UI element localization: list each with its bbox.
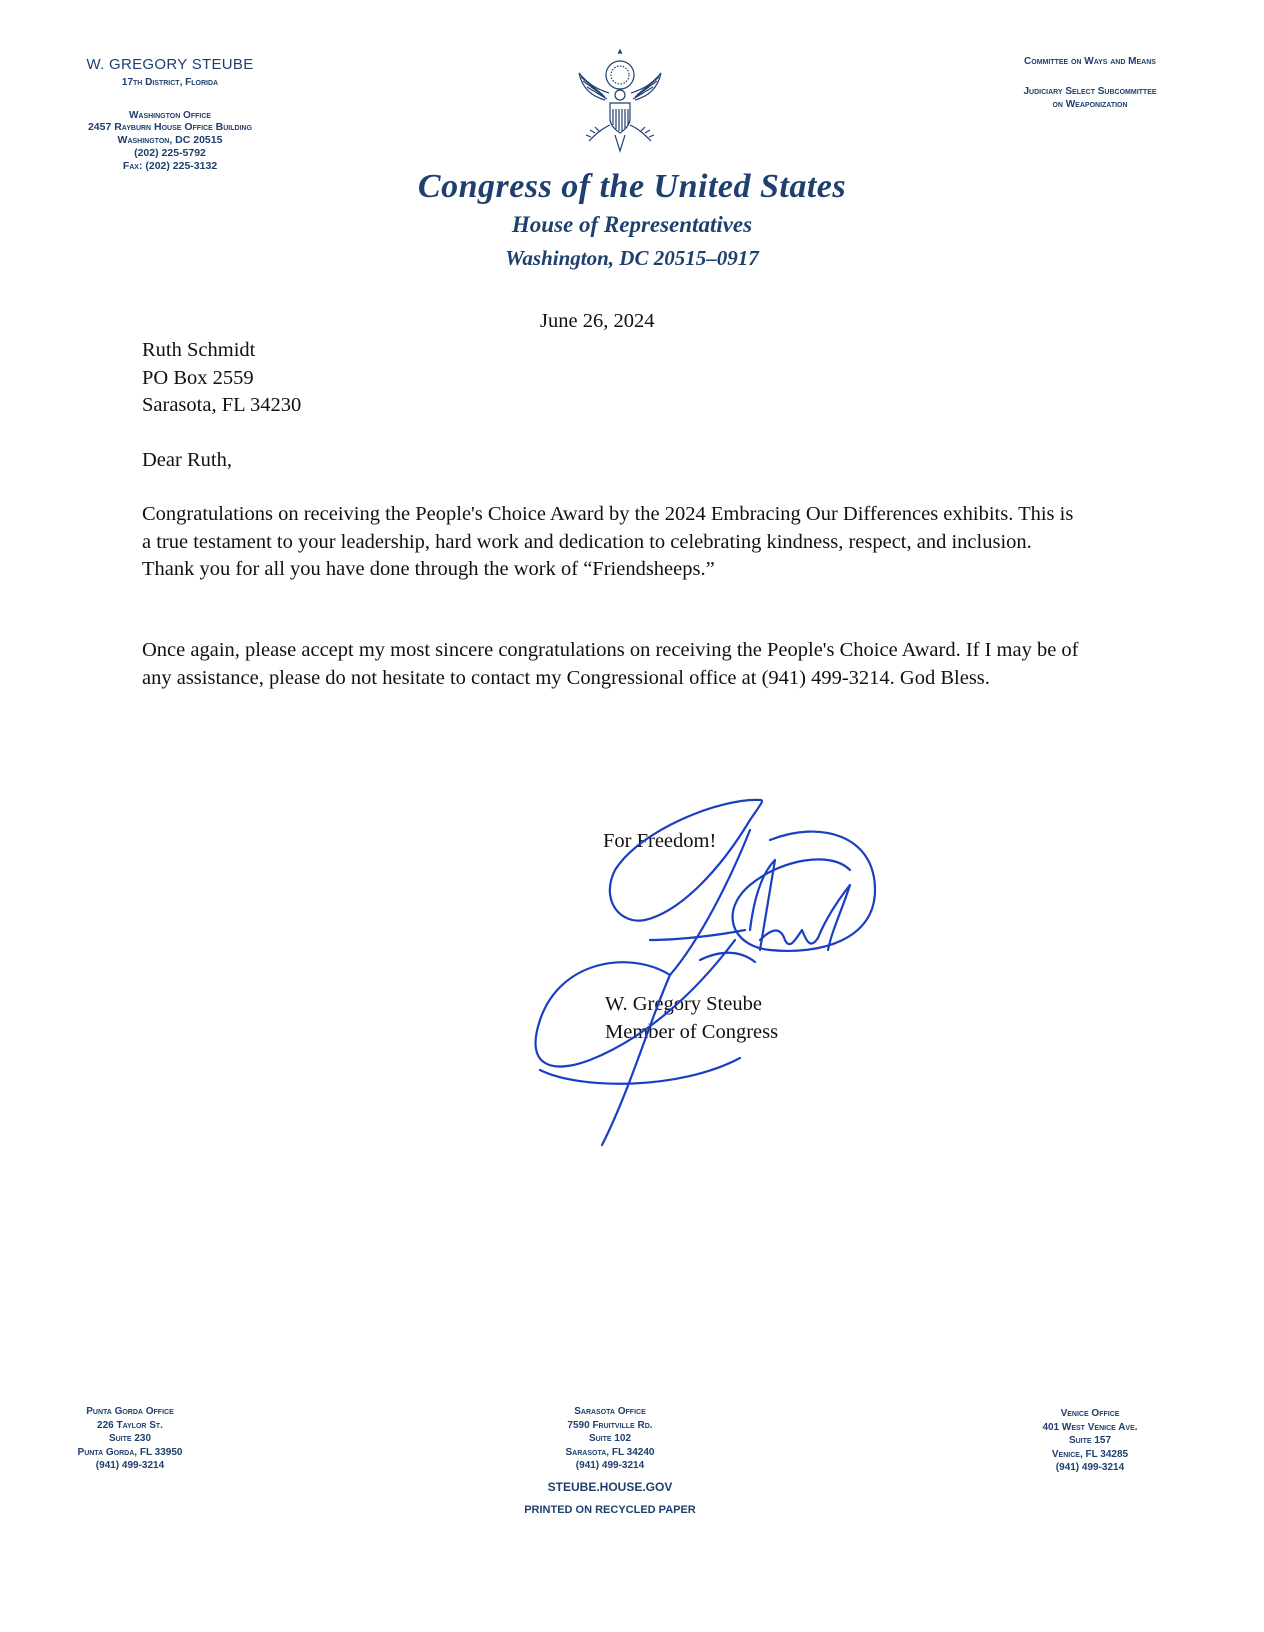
signer-name: W. Gregory Steube bbox=[605, 993, 762, 1015]
website-link[interactable]: STEUBE.HOUSE.GOV bbox=[547, 1479, 673, 1494]
washington-office-fax: Fax: (202) 225-3132 bbox=[122, 160, 218, 172]
subcommittee-name-line1: Judiciary Select Subcommittee bbox=[1023, 86, 1157, 97]
washington-office-phone: (202) 225-5792 bbox=[134, 147, 206, 159]
member-name: W. GREGORY STEUBE bbox=[86, 56, 254, 73]
punta-gorda-address1: 226 Taylor St. bbox=[97, 1419, 163, 1431]
masthead-subtitle: House of Representatives bbox=[511, 212, 753, 237]
recipient-address-line2: Sarasota, FL 34230 bbox=[142, 394, 302, 416]
signer-title: Member of Congress bbox=[605, 1020, 779, 1043]
venice-address2: Suite 157 bbox=[1068, 1435, 1112, 1446]
washington-office-address1: 2457 Rayburn House Office Building bbox=[87, 121, 253, 133]
masthead bbox=[300, 168, 964, 271]
venice-address1: 401 West Venice Ave. bbox=[1042, 1421, 1138, 1433]
washington-office-title: Washington Office bbox=[128, 110, 212, 121]
masthead-title: Congress of the United States bbox=[417, 168, 847, 205]
handwritten-signature bbox=[520, 790, 900, 1160]
closing-line: For Freedom! bbox=[603, 830, 717, 852]
committee-name: Committee on Ways and Means bbox=[1024, 56, 1156, 67]
venice-office-block bbox=[1000, 1407, 1180, 1475]
washington-office-address2: Washington, DC 20515 bbox=[117, 134, 223, 146]
venice-phone: (941) 499-3214 bbox=[1055, 1462, 1125, 1473]
sarasota-phone: (941) 499-3214 bbox=[575, 1460, 645, 1471]
recipient-name: Ruth Schmidt bbox=[142, 339, 256, 361]
punta-gorda-city: Punta Gorda, FL 33950 bbox=[77, 1446, 183, 1458]
sarasota-city: Sarasota, FL 34240 bbox=[565, 1446, 655, 1458]
letter-date: June 26, 2024 bbox=[540, 310, 655, 332]
sarasota-office-block bbox=[505, 1405, 715, 1518]
venice-city: Venice, FL 34285 bbox=[1051, 1448, 1129, 1460]
punta-gorda-office-block bbox=[40, 1405, 220, 1473]
sarasota-address1: 7590 Fruitville Rd. bbox=[567, 1419, 653, 1431]
body-paragraph-2: Once again, please accept my most sincere congratulations on receiving the People's Choice Award. If I may be of any assistance, please do not hesitate to contact my Congressional office at (941) 499-3214. God Bless. bbox=[142, 639, 1079, 689]
venice-office-title: Venice Office bbox=[1060, 1408, 1120, 1419]
masthead-address: Washington, DC 20515–0917 bbox=[505, 246, 759, 270]
punta-gorda-office-title: Punta Gorda Office bbox=[86, 1406, 174, 1417]
subcommittee-name-line2: on Weaponization bbox=[1052, 99, 1128, 110]
member-info-block bbox=[40, 56, 300, 173]
sarasota-address2: Suite 102 bbox=[588, 1433, 632, 1444]
great-seal-eagle-icon bbox=[575, 45, 665, 160]
recipient-address-block bbox=[142, 337, 301, 420]
committee-info-block bbox=[980, 56, 1200, 111]
member-district: 17th District, Florida bbox=[121, 77, 219, 88]
punta-gorda-address2: Suite 230 bbox=[108, 1433, 152, 1444]
salutation: Dear Ruth, bbox=[142, 449, 232, 471]
recycled-paper-note: PRINTED ON RECYCLED PAPER bbox=[524, 1504, 696, 1516]
punta-gorda-phone: (941) 499-3214 bbox=[95, 1460, 165, 1471]
body-paragraph-1: Congratulations on receiving the People's Choice Award by the 2024 Embracing Our Differences exhibits. This is a true testament to your leadership, hard work and dedication to celebrating kindness, respect, and inclusion. Thank you for all you have done through the work of “Friendsheeps.” bbox=[142, 503, 1074, 580]
recipient-address-line1: PO Box 2559 bbox=[142, 366, 254, 389]
sarasota-office-title: Sarasota Office bbox=[574, 1406, 646, 1417]
